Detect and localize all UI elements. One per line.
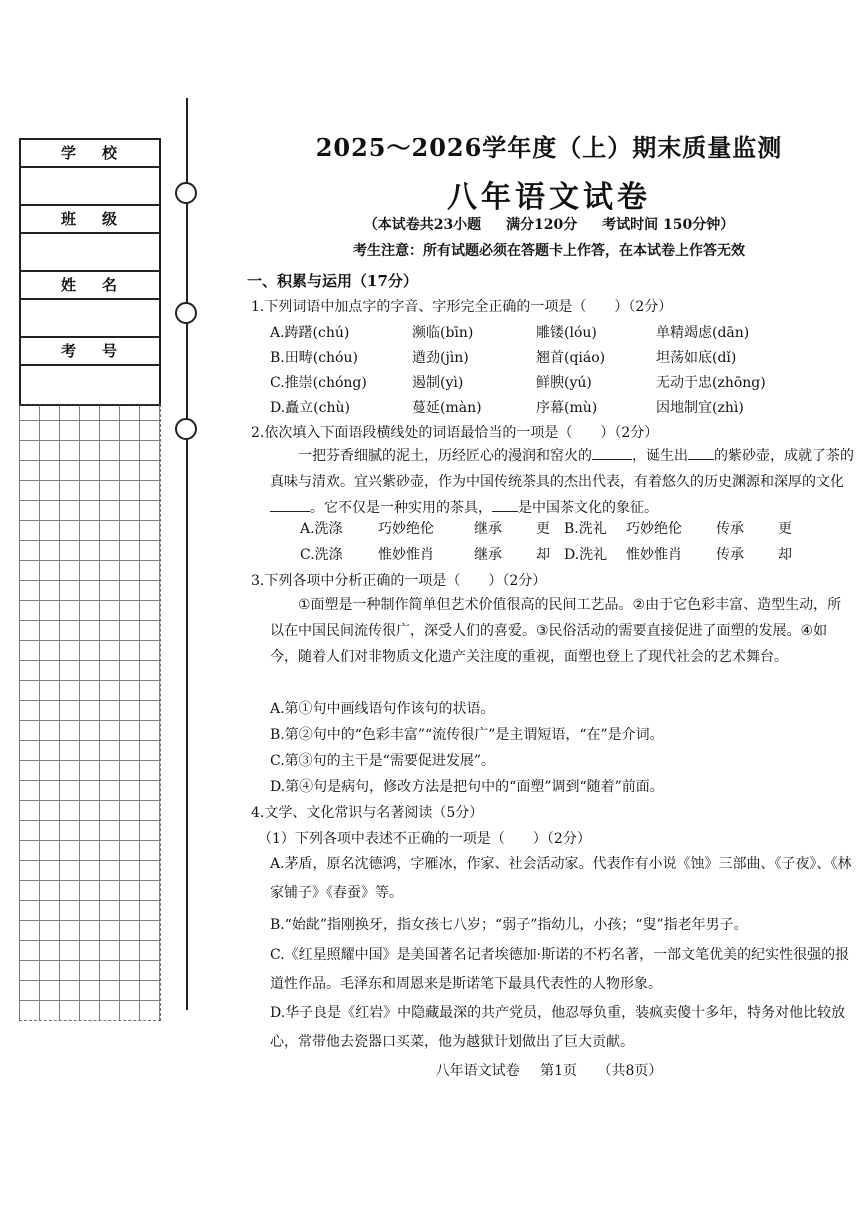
footer-page-number: 第1页	[540, 1063, 577, 1079]
exam-number-label: 考号	[21, 338, 159, 366]
exam-number-grid[interactable]	[19, 404, 161, 1021]
q2-option: 传承	[716, 521, 744, 537]
footer-subject: 八年语文试卷	[435, 1063, 520, 1079]
q2-option: 却	[536, 547, 550, 563]
section-heading: 一、积累与运用（17分）	[247, 272, 418, 290]
exam-notice: 考生注意：所有试题必须在答题卡上作答，在本试卷上作答无效	[353, 243, 745, 259]
q1-option-b-1: B.田畴(chóu)	[270, 350, 358, 366]
q1-option-b-3: 翘首(qiáo)	[536, 350, 606, 366]
question-4-sub-1: （1）下列各项中表述不正确的一项是（ ）（2分）	[258, 831, 591, 847]
name-label: 姓名	[21, 272, 159, 300]
q2-option: 更	[778, 521, 792, 537]
q3-option-a: A.第①句中画线语句作该句的状语。	[270, 701, 495, 717]
q1-option-d-4: 因地制宜(zhì)	[656, 400, 744, 416]
fill-blank	[592, 447, 632, 460]
q2-option: 惟妙惟肖	[626, 547, 682, 563]
question-3-stem: 3.下列各项中分析正确的一项是（ ）（2分）	[251, 573, 547, 589]
question-2-passage	[270, 443, 854, 521]
q2-option: D.洗礼	[564, 547, 608, 563]
q2-option: 更	[536, 521, 550, 537]
fill-blank	[492, 499, 518, 512]
q3-option-d: D.第④句是病句，修改方法是把句中的“面塑”调到“随着”前面。	[270, 779, 664, 795]
q2-option: C.洗涤	[300, 547, 343, 563]
q4-option-d: D.华子良是《红岩》中隐藏最深的共产党员，他忍辱负重，装疯卖傻十多年，特务对他比较放心，常带他去瓷器口买菜，他为越狱计划做出了巨大贡献。	[270, 1005, 846, 1050]
q2-option: 巧妙绝伦	[626, 521, 682, 537]
fill-blank	[688, 447, 714, 460]
fill-blank	[270, 499, 310, 512]
passage-text: ，诞生出	[632, 448, 688, 464]
passage-text: 。它不仅是一种实用的茶具，	[310, 500, 492, 516]
q1-option-a-1: A.踌躇(chú)	[270, 325, 350, 341]
question-2-stem: 2.依次填入下面语段横线处的词语最恰当的一项是（ ）（2分）	[251, 425, 659, 441]
page-footer	[230, 1060, 868, 1080]
binding-hole-icon	[175, 182, 197, 204]
passage-text: 一把芬香细腻的泥土，历经匠心的漫润和窑火的	[298, 448, 592, 464]
q4-option-c: C.《红星照耀中国》是美国著名记者埃德加·斯诺的不朽名著，一部文笔优美的纪实性很强的报道性作品。毛泽东和周恩来是斯诺笔下最具代表性的人物形象。	[270, 947, 850, 992]
q1-option-c-3: 鲜腴(yú)	[536, 375, 592, 391]
q1-option-d-2: 蔓延(màn)	[412, 400, 482, 416]
q1-option-b-4: 坦荡如底(dǐ)	[656, 350, 737, 366]
passage-text: 的紫砂壶，成就了茶的真味与清欢。宜兴紫砂壶，作为中国传统茶具的杰出代表，有着悠久的历史渊源和深厚的文化	[270, 448, 854, 490]
binding-hole-icon	[175, 302, 197, 324]
exam-meta	[230, 214, 868, 234]
q1-option-b-2: 遒劲(jìn)	[412, 350, 469, 366]
q1-option-c-2: 遏制(yì)	[412, 375, 464, 391]
q2-option: 却	[778, 547, 792, 563]
footer-total-pages: （共8页）	[597, 1063, 663, 1079]
q2-option: 惟妙惟肖	[378, 547, 434, 563]
passage-text: 是中国茶文化的象征。	[518, 500, 658, 516]
school-label: 学校	[21, 140, 159, 168]
q1-option-d-1: D.矗立(chù)	[270, 400, 350, 416]
question-count: （本试卷共23小题	[363, 217, 482, 233]
q2-option: A.洗涤	[300, 521, 343, 537]
q1-option-c-4: 无动于忠(zhōng)	[656, 375, 766, 391]
exam-title: 2025～2026学年度（上）期末质量监测	[315, 133, 783, 162]
class-label: 班级	[21, 206, 159, 234]
exam-time: 考试时间 150分钟）	[602, 217, 735, 233]
school-field[interactable]	[21, 168, 159, 206]
q3-option-c: C.第③句的主干是“需要促进发展”。	[270, 753, 495, 769]
q1-option-a-2: 濒临(bīn)	[412, 325, 474, 341]
q4-option-b: B.“始龀”指刚换牙，指女孩七八岁；“弱子”指幼儿，小孩；“叟”指老年男子。	[270, 917, 748, 933]
question-1-stem: 1.下列词语中加点字的字音、字形完全正确的一项是（ ）（2分）	[251, 299, 673, 315]
q1-option-a-4: 单精竭虑(dān)	[656, 325, 750, 341]
question-3-passage: ①面塑是一种制作简单但艺术价值很高的民间工艺品。②由于它色彩丰富、造型生动，所以在中国民间流传很广，深受人们的喜爱。③民俗活动的需要直接促进了面塑的发展。④如今，随着人们对非物质文化遗产关注度的重视，面塑也登上了现代社会的艺术舞台。	[270, 597, 842, 665]
binding-hole-icon	[175, 418, 197, 440]
q2-option: 传承	[716, 547, 744, 563]
q1-option-a-3: 雕镂(lóu)	[536, 325, 597, 341]
q1-option-d-3: 序幕(mù)	[536, 400, 598, 416]
q4-option-a: A.茅盾，原名沈德鸿，字雁冰，作家、社会活动家。代表作有小说《蚀》三部曲、《子夜》、《林家铺子》《春蚕》等。	[270, 856, 852, 901]
question-4-stem: 4.文学、文化常识与名著阅读（5分）	[251, 805, 484, 821]
exam-number-field[interactable]	[21, 366, 159, 404]
q2-option: 巧妙绝伦	[378, 521, 434, 537]
full-score: 满分120分	[506, 217, 578, 233]
class-field[interactable]	[21, 234, 159, 272]
q2-option: B.洗礼	[564, 521, 607, 537]
q2-option: 继承	[474, 547, 502, 563]
name-field[interactable]	[21, 300, 159, 338]
binding-line	[186, 98, 188, 1010]
q3-option-b: B.第②句中的“色彩丰富”“流传很广”是主谓短语，“在”是介词。	[270, 727, 664, 743]
subject-title: 八年语文试卷	[447, 180, 651, 215]
q1-option-c-1: C.推崇(chóng)	[270, 375, 367, 391]
student-info-table	[19, 138, 161, 406]
q2-option: 继承	[474, 521, 502, 537]
